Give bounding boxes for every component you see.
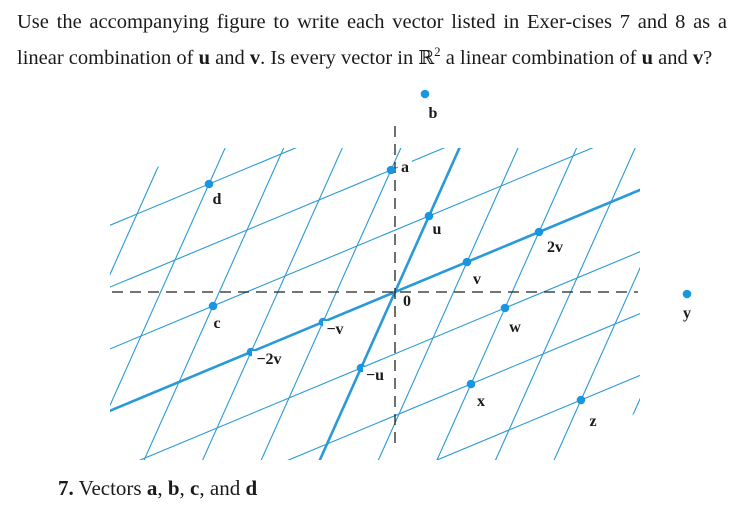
vector-point — [683, 290, 692, 299]
u-grid-line — [551, 0, 747, 523]
vector-point — [425, 212, 434, 221]
vector-label: −u — [365, 367, 385, 384]
vector-point — [501, 304, 510, 313]
vector-label: 2v — [547, 239, 563, 256]
vector-point — [467, 380, 476, 389]
vector-point — [387, 166, 396, 175]
vector-label: −2v — [256, 351, 282, 368]
vector-label: c — [213, 315, 221, 332]
vector-label: y — [683, 305, 691, 322]
u-grid-line — [479, 0, 747, 523]
vector-point — [421, 90, 430, 99]
real-space-symbol: ℝ — [418, 46, 435, 69]
question-text: Use the accompanying figure to write each vector listed in Exer-cises 7 and 8 as a linear combination of u and v. Is every vector in ℝ$^2$ a linear combination of u and v? — [17, 11, 727, 69]
v-grid-line — [0, 0, 747, 182]
u-grid-line — [335, 0, 743, 523]
vector-label: v — [473, 271, 481, 288]
u-grid-line — [0, 0, 311, 523]
vector-point — [209, 302, 218, 311]
u-grid-line — [407, 0, 747, 523]
vector-label: u — [432, 221, 442, 238]
u-grid-line — [0, 0, 239, 523]
vector-label: 0 — [403, 293, 411, 310]
vector-label: b — [428, 105, 438, 122]
u-grid-line — [0, 16, 167, 523]
v-grid-line — [0, 402, 747, 523]
vector-v-ref: v — [249, 46, 261, 69]
vector-label: −v — [326, 321, 344, 338]
v-grid-line — [0, 0, 747, 258]
vector-label: d — [212, 191, 222, 208]
u-grid-line — [47, 0, 455, 523]
vector-point — [535, 228, 544, 237]
vector-label: a — [401, 159, 409, 176]
u-grid-line — [623, 0, 747, 523]
vector-u-ref: u — [198, 46, 211, 69]
v-grid-line — [0, 98, 747, 523]
u-grid-line — [0, 46, 95, 523]
vector-point — [463, 258, 472, 267]
u-grid-line — [695, 0, 747, 523]
v-grid-line — [0, 0, 747, 106]
u-grid-line — [0, 76, 23, 523]
vector-point — [577, 396, 586, 405]
exercise-7: 7. Vectors a, b, c, and d — [58, 476, 258, 500]
vector-point — [205, 180, 214, 189]
vector-label: x — [477, 393, 485, 410]
vector-label: w — [509, 319, 521, 336]
vector-label: z — [589, 413, 597, 430]
v-grid-line — [0, 22, 747, 523]
